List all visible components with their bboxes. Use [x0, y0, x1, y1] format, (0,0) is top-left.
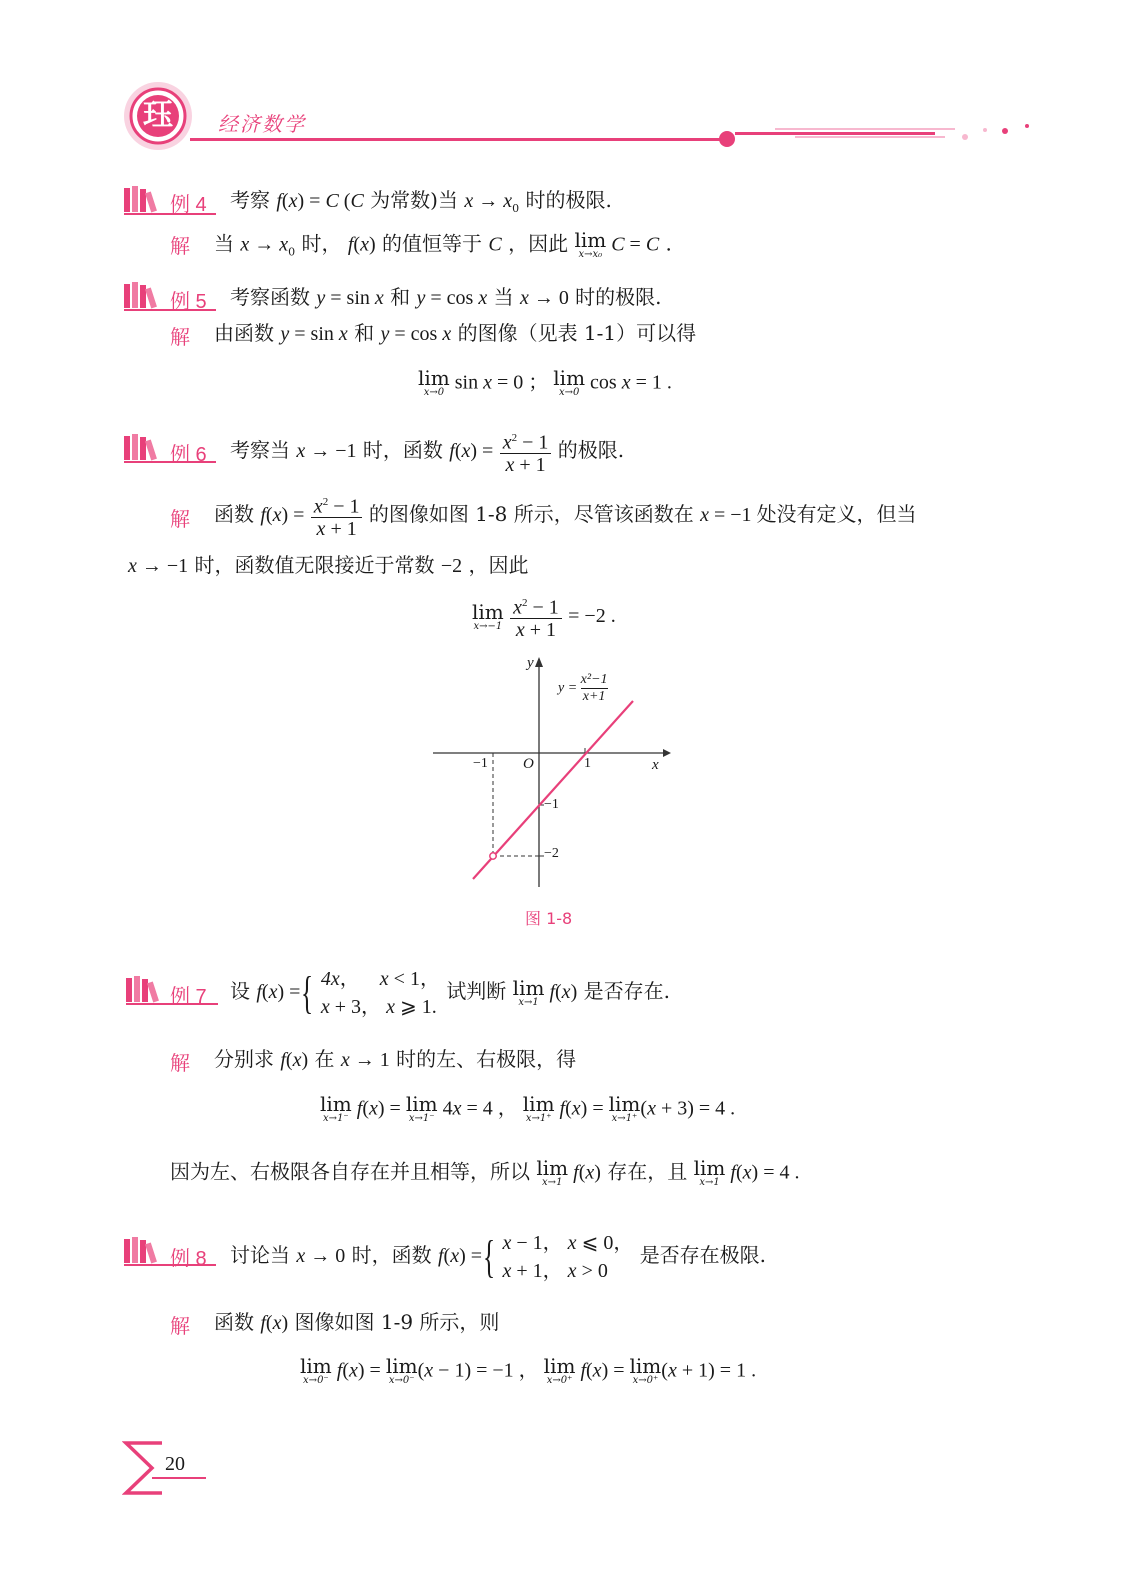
example-5-label: 例 5 — [170, 291, 207, 313]
example-5-formula: lim x→0 sin x = 0 ； lim x→0 cos x = 1 . — [418, 366, 672, 398]
example-7-text: 设 f(x) ={ 4x， x < 1， x + 3， x ⩾ 1. 试判断 lim x→1 f(x) 是否存在. — [230, 966, 670, 1018]
book-title: 经济数学 — [218, 112, 306, 136]
example-7-formula: lim x→1⁻ f(x) = lim x→1⁻ 4x = 4 ， lim x→1⁺ f(x) = lim x→1⁺ (x + 3) = 4 . — [320, 1092, 736, 1124]
example-6-solution-cont: x → −1 时，函数值无限接近于常数 −2 ，因此 — [128, 553, 529, 577]
example-8-text: 讨论当 x → 0 时，函数 f(x) ={ x − 1， x ⩽ 0， x + 1， x > 0 是否存在极限. — [230, 1230, 767, 1282]
example-8-formula: lim x→0⁻ f(x) = lim x→0⁻ (x − 1) = −1 ， lim x→0⁺ f(x) = lim x→0⁺ (x + 1) = 1 . — [300, 1354, 757, 1386]
tick-y-neg1: −1 — [544, 797, 559, 812]
solution-label: 解 — [170, 1316, 190, 1338]
solution-label: 解 — [170, 236, 190, 258]
tick-x-neg1: −1 — [473, 756, 488, 771]
example-6-text: 考察当 x → −1 时，函数 f(x) = $\frac{x^2 - 1}{x + 1}$ 的极限. — [230, 426, 624, 476]
solution-label: 解 — [170, 509, 190, 531]
example-5-solution: 由函数 y = sin x 和 y = cos x 的图像（见表 1-1）可以得 — [214, 321, 697, 345]
axis-x-label: x — [652, 757, 659, 773]
example-6-formula: lim x→−1 $\frac{x^2 - 1}{x + 1}$ = −2 . — [472, 590, 616, 641]
logo-glyph: 珏 — [143, 98, 173, 133]
axis-y-label: y — [527, 655, 534, 671]
figure-caption: 图 1-8 — [525, 909, 573, 928]
tick-x-1: 1 — [584, 756, 591, 771]
example-5-text: 考察函数 y = sin x 和 y = cos x 当 x → 0 时的极限. — [230, 285, 662, 309]
example-6-label: 例 6 — [170, 444, 207, 466]
page-number: 20 — [165, 1453, 185, 1475]
curve-label: y = $\frac{\text{x²−1}}{x+1}$ — [558, 672, 608, 704]
example-7-solution: 分别求 f(x) 在 x → 1 时的左、右极限，得 — [214, 1047, 577, 1071]
solution-label: 解 — [170, 327, 190, 349]
example-6-solution: 函数 f(x) = $\frac{x^2 - 1}{x + 1}$ 的图像如图 1-8 所示，尽管该函数在 x = −1 处没有定义，但当 — [214, 490, 917, 540]
example-4-text: 考察 f(x) = C (C 为常数)当 $x \to x_0$ 时的极限. — [230, 188, 612, 215]
example-4-label: 例 4 — [170, 194, 207, 216]
example-4-solution: 当 $x \to x_0$ 时， f(x) 的值恒等于 C ，因此 lim x→x₀ C = C . — [214, 228, 672, 260]
header-stripes — [735, 124, 1035, 144]
origin-label: O — [523, 756, 534, 772]
example-8-label: 例 8 — [170, 1248, 207, 1270]
example-8-solution: 函数 f(x) 图像如图 1-9 所示，则 — [214, 1310, 500, 1334]
header-rule — [190, 138, 730, 141]
solution-label: 解 — [170, 1053, 190, 1075]
example-7-conclusion: 因为左、右极限各自存在并且相等，所以 lim x→1 f(x) 存在，且 lim x→1 f(x) = 4 . — [170, 1156, 800, 1188]
header-dot — [719, 131, 735, 147]
tick-y-neg2: −2 — [544, 846, 559, 861]
figure-1-8 — [425, 655, 675, 900]
example-7-label: 例 7 — [170, 986, 207, 1008]
